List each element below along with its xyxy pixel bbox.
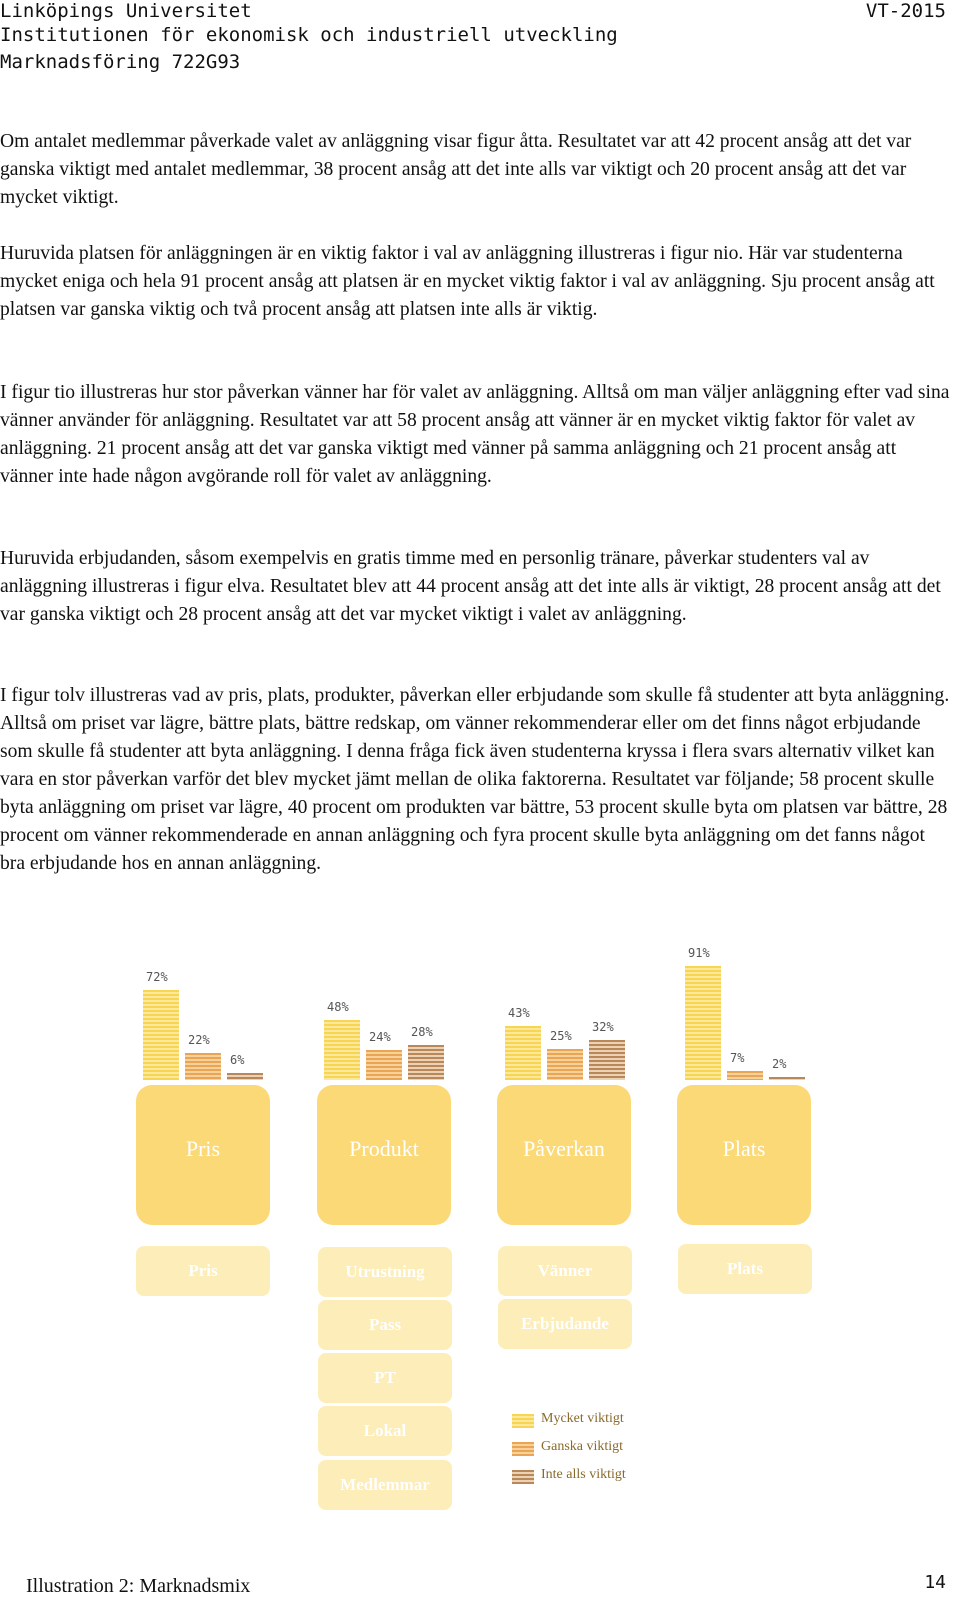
bar-label-påverkan-ganska-viktigt: 25% <box>550 1028 572 1043</box>
bar-påverkan-ganska-viktigt <box>547 1049 583 1080</box>
bar-label-produkt-mycket-viktigt: 48% <box>327 1000 349 1014</box>
subfactor-lokal: Lokal <box>318 1406 452 1456</box>
bar-label-plats-inte-alls-viktigt: 2% <box>772 1057 787 1071</box>
bar-label-påverkan-mycket-viktigt: 43% <box>508 1006 530 1021</box>
bar-produkt-mycket-viktigt <box>324 1020 360 1080</box>
subfactor-utrustning: Utrustning <box>318 1247 452 1297</box>
paragraph-plats: Huruvida platsen för anläggningen är en viktig faktor i val av anläggning illustreras i figur nio. Här var studenterna mycket eniga och hela 91 procent ansåg att platsen är en mycket viktig faktor i val av anläggning. Sju procent ansåg att platsen var ganska viktig och två procent ansåg att platsen inte alls är viktig. <box>0 243 935 320</box>
bar-pris-mycket-viktigt <box>143 990 179 1080</box>
subfactor-pt: PT <box>318 1353 452 1403</box>
paragraph-byta-anlaggning: I figur tolv illustreras vad av pris, plats, produkter, påverkan eller erbjudande som skulle få studenter att byta anläggning. Alltså om priset var lägre, bättre plats, bättre redskap, om vänner rekommenderar eller om det finns något erbjudande som skulle få studenter att byta anläggning. I denna fråga fick även studenterna kryssa i flera svars alternativ vilket kan vara en stor påverkan varför det blev mycket jämt mellan de olika faktorerna. Resultatet var följande; 58 procent skulle byta anläggning om priset var lägre, 40 procent om produkten var bättre, 53 procent skulle byta om platsen var bättre, 28 procent om vänner rekommenderade en annan anläggning och fyra procent skulle byta anläggning om det fanns något bra erbjudande hos en annan anläggning. <box>0 685 950 874</box>
bar-påverkan-mycket-viktigt <box>505 1026 541 1080</box>
bar-pris-ganska-viktigt <box>185 1053 221 1081</box>
bar-plats-ganska-viktigt <box>727 1071 763 1080</box>
header-university: Linköpings Universitet <box>0 0 252 22</box>
bar-label-pris-inte-alls-viktigt: 6% <box>230 1052 245 1067</box>
header-term: VT-2015 <box>865 0 946 22</box>
bar-label-plats-ganska-viktigt: 7% <box>730 1051 745 1066</box>
legend-swatch-inte-alls-viktigt <box>512 1470 534 1484</box>
subfactor-pass: Pass <box>318 1300 452 1350</box>
category-plats: Plats <box>677 1085 811 1225</box>
category-produkt: Produkt <box>317 1085 451 1225</box>
legend-swatch-mycket-viktigt <box>512 1414 534 1428</box>
subfactor-plats: Plats <box>678 1244 812 1294</box>
bar-label-produkt-ganska-viktigt: 24% <box>369 1030 391 1044</box>
bar-produkt-ganska-viktigt <box>366 1050 402 1080</box>
header-department: Institutionen för ekonomisk och industriell utveckling <box>0 24 618 46</box>
bar-label-produkt-inte-alls-viktigt: 28% <box>411 1025 433 1039</box>
bar-label-pris-mycket-viktigt: 72% <box>146 970 168 984</box>
legend-label-inte-alls-viktigt: Inte alls viktigt <box>541 1467 626 1482</box>
header-course: Marknadsföring 722G93 <box>0 51 241 73</box>
subfactor-medlemmar: Medlemmar <box>318 1460 452 1510</box>
bar-pris-inte-alls-viktigt <box>227 1073 263 1081</box>
paragraph-medlemmar: Om antalet medlemmar påverkade valet av anläggning visar figur åtta. Resultatet var att 42 procent ansåg att det var ganska viktigt med antalet medlemmar, 38 procent ansåg att det inte alls var viktigt och 20 procent ansåg att det var mycket viktigt. <box>0 131 912 208</box>
paragraph-vanner: I figur tio illustreras hur stor påverkan vänner har för valet av anläggning. Alltså om man väljer anläggning efter vad sina vänner använder för anläggning. Resultatet var att 58 procent ansåg att vänner är en mycket viktig faktor för valet av anläggning. 21 procent ansåg att det var ganska viktigt med vänner på samma anläggning och 21 procent ansåg att vänner inte hade någon avgörande roll för valet av anläggning. <box>0 382 950 487</box>
subfactor-vanner: Vänner <box>498 1246 632 1296</box>
bar-produkt-inte-alls-viktigt <box>408 1045 444 1080</box>
figure-caption: Illustration 2: Marknadsmix <box>26 1575 251 1597</box>
bar-label-pris-ganska-viktigt: 22% <box>188 1032 210 1047</box>
category-pris: Pris <box>136 1085 270 1225</box>
subfactor-pris: Pris <box>136 1246 270 1296</box>
page-number: 14 <box>924 1572 946 1593</box>
legend-label-ganska-viktigt: Ganska viktigt <box>541 1439 624 1454</box>
bar-label-påverkan-inte-alls-viktigt: 32% <box>592 1020 614 1034</box>
bar-label-plats-mycket-viktigt: 91% <box>688 946 710 961</box>
paragraph-erbjudanden: Huruvida erbjudanden, såsom exempelvis en gratis timme med en personlig tränare, påverkar studenters val av anläggning illustreras i figur elva. Resultatet blev att 44 procent ansåg att det inte alls är viktigt, 28 procent ansåg att det var ganska viktigt och 28 procent ansåg att det var mycket viktigt i valet av anläggning. <box>0 548 941 625</box>
bar-påverkan-inte-alls-viktigt <box>589 1040 625 1080</box>
subfactor-erbjudande: Erbjudande <box>498 1299 632 1349</box>
legend-label-mycket-viktigt: Mycket viktigt <box>541 1411 624 1426</box>
bar-plats-inte-alls-viktigt <box>769 1077 805 1080</box>
category-paverkan: Påverkan <box>497 1085 631 1225</box>
legend-swatch-ganska-viktigt <box>512 1442 534 1456</box>
bar-plats-mycket-viktigt <box>685 966 721 1080</box>
